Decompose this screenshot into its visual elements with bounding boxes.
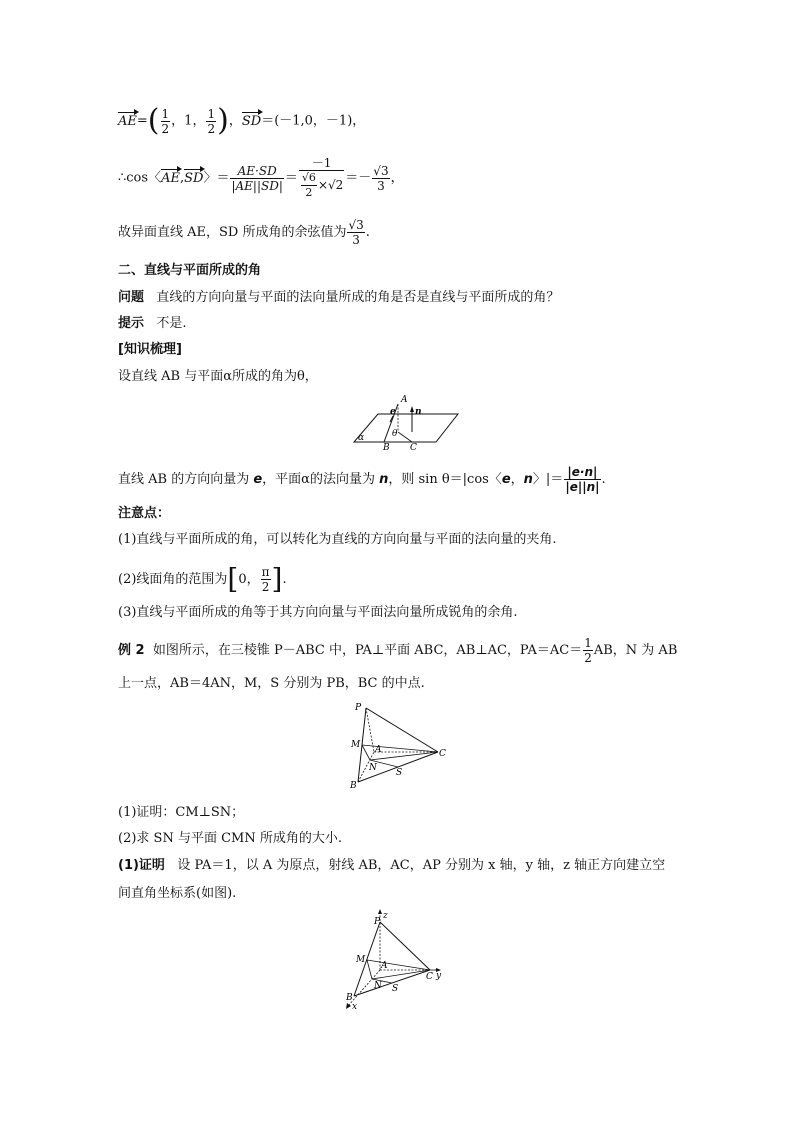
point-s-label: S <box>396 768 403 778</box>
proof-line-1: (1)证明 设 PA＝1，以 A 为原点，射线 AB，AC，AP 分别为 x 轴，y 轴，z 轴正方向建立空 <box>118 858 666 873</box>
point-c-label: C <box>426 972 433 982</box>
notes-heading: 注意点： <box>118 506 171 521</box>
point-b-label: B <box>383 443 390 452</box>
point-n-label: N <box>369 763 377 773</box>
point-c-label: C <box>439 749 446 759</box>
fraction-half: $\frac{1}{2}$ <box>584 636 592 665</box>
fraction-e-dot-n: $\frac{|e\cdot n|}{|e||n|}$ <box>565 465 600 494</box>
question-1: (1)证明：CM⊥SN； <box>118 805 245 820</box>
fraction-half: $\frac{1}{2}$ <box>207 106 216 136</box>
section-heading: 二、直线与平面所成的角 <box>118 263 262 278</box>
sine-formula-line: 直线 AB 的方向向量为 e，平面α的法向量为 n，则 sin θ＝|cos〈e，n〉|＝ $\frac{|e\cdot n|}{|e||n|}$ . <box>118 465 606 494</box>
point-c-label: C <box>410 443 417 452</box>
theta-label: θ <box>392 429 398 439</box>
note-2: (2)线面角的范围为[0， $\frac{\pi}{2}$ ]. <box>118 562 287 596</box>
axis-z-label: z <box>383 911 388 921</box>
vector-ae-line: AE=( $\frac{1}{2}$ ，1， $\frac{1}{2}$ )，SD＝(－1,0，－1)， <box>118 103 366 138</box>
cosine-formula-line: ∴cos〈AE,SD〉＝ $\frac{AE\cdot SD}{|AE||SD|}$ ＝ －1 $\frac{√6}{2}$ ×√2 ＝－ $\frac{√3}{3}$ ， <box>118 156 404 199</box>
point-a-label: A <box>381 961 388 971</box>
hint-line: 提示 不是. <box>118 316 187 331</box>
proof-line-2: 间直角坐标系(如图). <box>118 886 237 901</box>
alpha-label: α <box>358 433 365 443</box>
fraction-minus-one: －1 $\frac{√6}{2}$ ×√2 <box>299 156 344 200</box>
fraction-pi-over-2: $\frac{\pi}{2}$ <box>261 565 270 594</box>
knowledge-heading: [知识梳理] <box>118 342 182 357</box>
fraction-dot-over-norms: $\frac{AE\cdot SD}{|AE||SD|}$ <box>231 163 283 193</box>
note-3: (3)直线与平面所成的角等于其方向向量与平面法向量所成锐角的余角. <box>118 605 518 620</box>
question-line: 问题 直线的方向向量与平面的法向量所成的角是否是直线与平面所成的角？ <box>118 290 560 305</box>
vector-n-label: n <box>415 407 422 417</box>
point-p-label: P <box>374 917 381 927</box>
question-2: (2)求 SN 与平面 CMN 所成角的大小. <box>118 831 342 846</box>
point-b-label: B <box>346 993 353 1003</box>
plane-angle-figure <box>350 392 460 452</box>
point-b-label: B <box>350 781 357 791</box>
point-a-label: A <box>401 395 408 405</box>
vector-ae: AE <box>118 113 137 129</box>
tetrahedron-figure <box>346 700 446 792</box>
point-n-label: N <box>374 981 382 991</box>
point-a-label: A <box>375 745 382 755</box>
point-m-label: M <box>356 955 366 965</box>
note-1: (1)直线与平面所成的角，可以转化为直线的方向向量与平面的法向量的夹角. <box>118 532 557 547</box>
axis-x-label: x <box>352 1002 358 1012</box>
vector-e-label: e <box>390 407 396 417</box>
coordinate-tetrahedron-figure <box>332 908 442 1012</box>
point-m-label: M <box>351 740 361 750</box>
fraction-sqrt3-over-3: $\frac{√3}{3}$ <box>348 218 364 247</box>
vector-sd: SD <box>241 113 262 129</box>
example-2-line-2: 上一点，AB＝4AN，M，S 分别为 PB，BC 的中点. <box>118 676 425 691</box>
fraction-sqrt3-over-3: $\frac{√3}{3}$ <box>373 163 389 193</box>
point-s-label: S <box>392 984 399 994</box>
setup-line: 设直线 AB 与平面α所成的角为θ， <box>118 369 318 384</box>
conclusion-line: 故异面直线 AE，SD 所成角的余弦值为 $\frac{√3}{3}$ . <box>118 218 370 247</box>
axis-y-label: y <box>436 971 442 981</box>
point-p-label: P <box>355 703 362 713</box>
example-2-line-1: 例 2 如图所示，在三棱锥 P－ABC 中，PA⊥平面 ABC，AB⊥AC，PA＝AC＝ $\frac{1}{2}$ AB，N 为 AB <box>118 636 678 665</box>
fraction-half: $\frac{1}{2}$ <box>161 106 170 136</box>
